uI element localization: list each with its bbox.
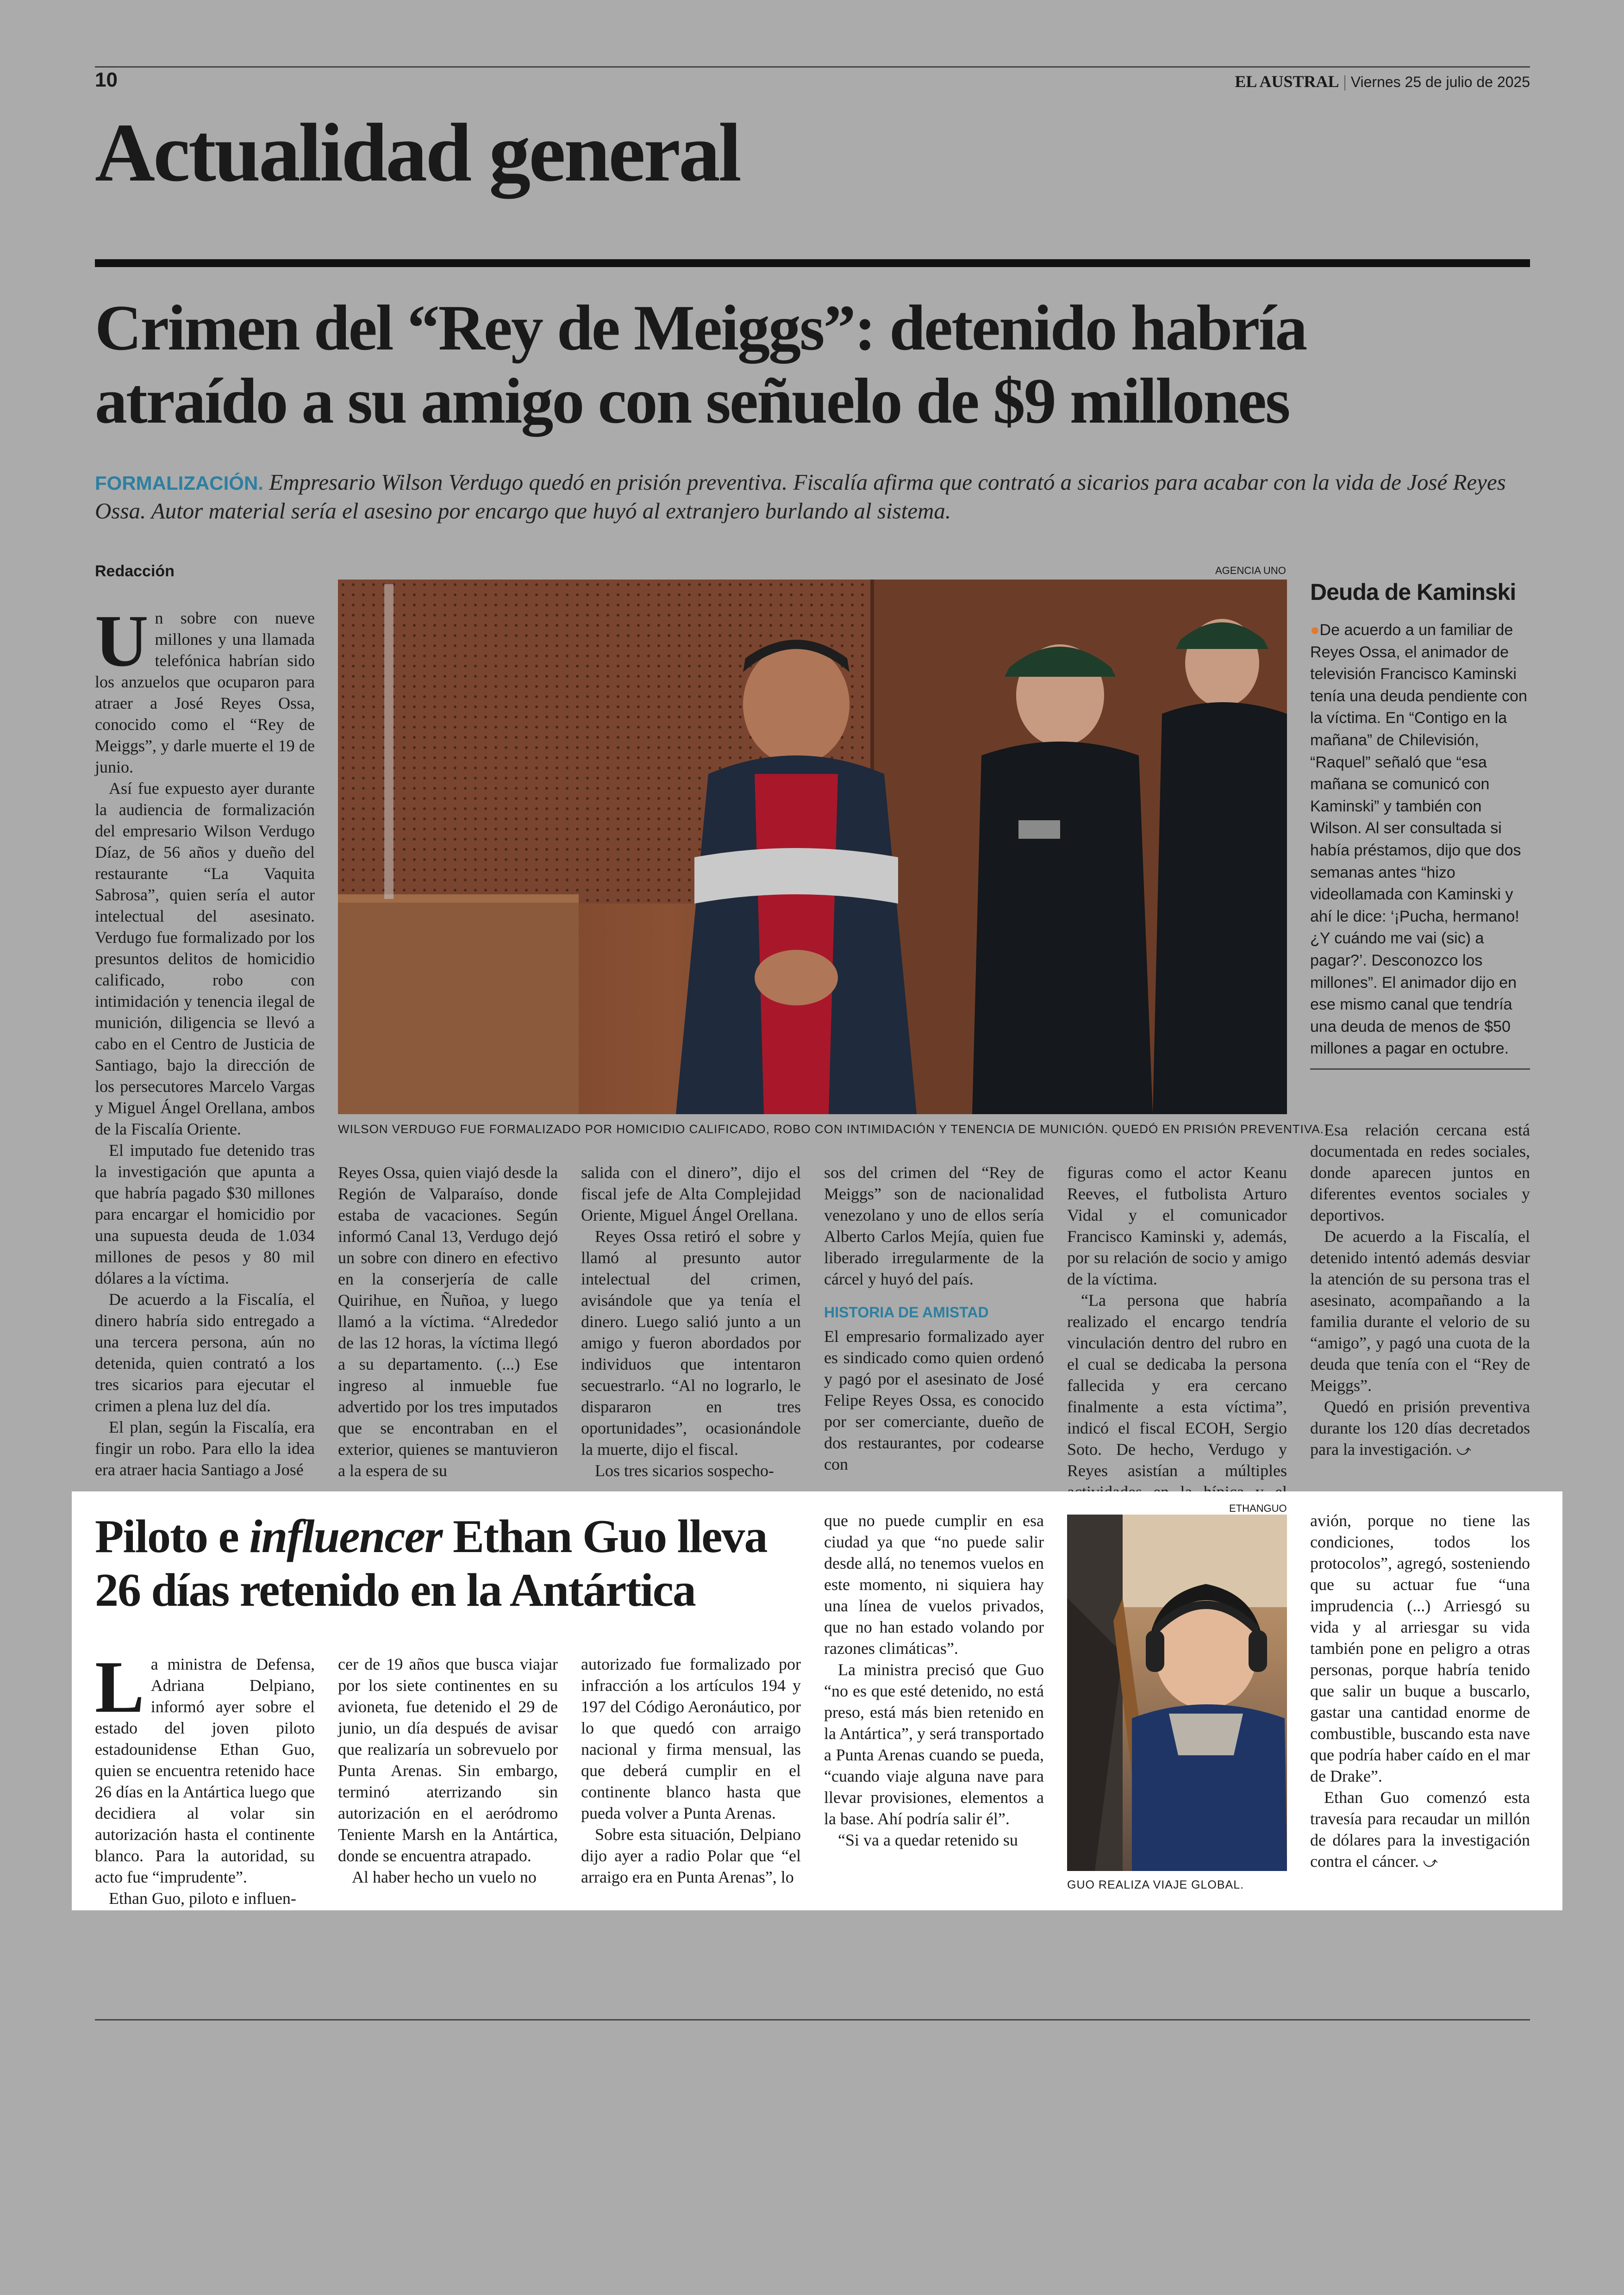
sidebar-title: Deuda de Kaminski — [1310, 579, 1516, 605]
end-mark-icon: ⤻ — [1423, 1854, 1438, 1871]
header-rule — [95, 66, 1530, 68]
drop-cap-l: L — [95, 1646, 144, 1728]
pilot-photo-illustration — [1067, 1515, 1287, 1871]
article1-column-4: sos del crimen del “Rey de Meiggs” son de nacionalidad venezolano y uno de ellos sería Alberto Carlos Mejía, quien fue liberado irregularmente de la cárcel y huyó del país. HISTORIA DE AMISTAD El empresario formalizado ayer es sindicado como quien ordenó y pagó por el asesinato de José Felipe Reyes Ossa, es conocido por ser comerciante, dueño de dos restaurantes, por codearse con — [824, 1163, 1044, 1473]
end-mark-icon: ⤻ — [1456, 1442, 1471, 1459]
photo-credit-2: ETHANGUO — [1229, 1503, 1287, 1514]
article2-photo — [1067, 1515, 1287, 1871]
sidebar-rule — [1310, 1068, 1530, 1070]
article2-column-5: avión, porque no tiene las condiciones, todos los protocolos”, agregó, sosteniendo que su actuar fue “una imprudencia (...) Arriesgó su vida y al arriesgar su vida también pone en peligro a otras personas, porque habría tenido que salir un buque a buscarlo, gastar una cantidad enorme de combustible, buscando esta nave que podría haber caído en el mar de Drake”. Ethan Guo comenzó esta travesía para recaudar un millón de dólares para la investigación contra el cáncer. ⤻ — [1310, 1511, 1530, 1871]
section-rule — [95, 259, 1530, 267]
publication-name: EL AUSTRAL — [1235, 72, 1339, 91]
article1-column-6: Esa relación cercana está documentada en redes sociales, donde aparecen juntos en diferentes eventos sociales y deportivos. De acuerdo a la Fiscalía, el detenido intentó además desviar la atención de su persona tras el asesinato, acompañando a la familia durante el velorio de su “amigo”, y pagó una cuota de la deuda que tenía con el “Rey de Meiggs”. Quedó en prisión preventiva durante los 120 días decretados para la investigación. ⤻ — [1310, 1121, 1530, 1459]
masthead: EL AUSTRAL | Viernes 25 de julio de 2025 — [1235, 72, 1530, 91]
article2-column-4: que no puede cumplir en esa ciudad ya que “no puede salir desde allá, no tenemos vuelos en este momento, ni siquiera hay una línea de vuelos privados, que no han estado volando por razones climáticas”. La ministra precisó que Guo “no es que esté detenido, no está preso, está más bien retenido en la Antártica”, y será transportado a Punta Arenas cuando se pueda, “cuando viaje alguna nave para llevar provisiones, elementos a la base. Ahí podría salir él”. “Si va a quedar retenido su — [824, 1511, 1044, 1849]
article2-column-1: La ministra de Defensa, Adriana Delpiano, informó ayer sobre el estado del joven piloto estadounidense Ethan Guo, quien se encuentra retenido hace 26 días en la Antártica luego que decidiera al volar sin autorización hasta el continente blanco. Para la autoridad, su acto fue “imprudente”. Ethan Guo, piloto e influen- — [95, 1646, 315, 1908]
article1-photo — [338, 580, 1287, 1114]
sidebar-text: De acuerdo a un familiar de Reyes Ossa, el animador de televisión Francisco Kaminski tenía una deuda pendiente con la víctima. En “Contigo en la mañana” de Chilevisión, “Raquel” señaló que “esa mañana se comunicó con Kaminski” y también con Wilson. Al ser consultada si había préstamos, dijo que dos semanas antes “hizo videollamada con Kaminski y ahí le dice: ‘¡Pucha, hermano! ¿Y cuándo me vai (sic) a pagar?’. Desconozco los millones”. El animador dijo en ese mismo canal que tendría una deuda de menos de $50 millones a pagar en octubre. — [1310, 621, 1527, 1058]
article1-column-2: Reyes Ossa, quien viajó desde la Región de Valparaíso, donde estaba de vacaciones. Según informó Canal 13, Verdugo dejó un sobre con dinero en efectivo en la conserjería de calle Quirihue, en Ñuñoa, y luego llamó a la víctima. “Alrededor de las 12 horas, la víctima llegó a su departamento. (...) Ese ingreso al inmueble fue advertido por los tres imputados que se encontraban en el exterior, quienes se mantuvieron a la espera de su — [338, 1163, 558, 1480]
publication-date: Viernes 25 de julio de 2025 — [1350, 74, 1530, 90]
article1-byline: Redacción — [95, 562, 175, 580]
article2-column-3: autorizado fue formalizado por infracción a los artículos 194 y 197 del Código Aeronáutico, por lo que quedó con arraigo nacional y firma mensual, las que deberá cumplir en el continente blanco hasta que pueda volver a Punta Arenas. Sobre esta situación, Delpiano dijo ayer a radio Polar que “el arraigo era en Punta Arenas”, lo — [581, 1655, 801, 1886]
subhead-historia: HISTORIA DE AMISTAD — [824, 1304, 989, 1321]
bullet-icon: ● — [1310, 621, 1320, 639]
article1-photo-caption: WILSON VERDUGO FUE FORMALIZADO POR HOMICIDIO CALIFICADO, ROBO CON INTIMIDACIÓN Y TENENCIA DE MUNICIÓN. QUEDÓ EN PRISIÓN PREVENTIVA. — [338, 1122, 1324, 1136]
article1-column-3: salida con el dinero”, dijo el fiscal jefe de Alta Complejidad Oriente, Miguel Ángel Orellana. Reyes Ossa retiró el sobre y llamó al presunto autor intelectual del crimen, avisándole que ya tenía el dinero. Luego salió junto a un amigo y fueron abordados por individuos que intentaron secuestrarlo. “Al no lograrlo, le dispararon en tres oportunidades”, ocasionándole la muerte, dijo el fiscal. Los tres sicarios sospecho- — [581, 1163, 801, 1480]
drop-cap: U — [95, 599, 149, 682]
article2-headline: Piloto e influencer Ethan Guo lleva 26 días retenido en la Antártica — [95, 1510, 767, 1616]
article1-column-5: figuras como el actor Keanu Reeves, el futbolista Arturo Vidal y el comunicador Francisco Kaminski y, además, por su relación de socio y amigo de la víctima. “La persona que habría realizado el encargo tendría vinculación dentro del rubro en el cual se dedicaba la persona fallecida y era cercano finalmente a esta víctima”, indicó el fiscal ECOH, Sergio Soto. De hecho, Verdugo y Reyes asistían a múltiples — [1067, 1163, 1287, 1480]
article1-kicker: FORMALIZACIÓN. — [95, 472, 263, 494]
sidebar-box — [1310, 579, 1530, 1070]
article2-column-2: cer de 19 años que busca viajar por los siete continentes en su avioneta, fue detenido el 29 de junio, un día después de avisar que realizaría un sobrevuelo por Punta Arenas. Sin embargo, terminó aterrizando sin autorización en el aeródromo Teniente Marsh en la Antártica, donde se encuentra atrapado. Al haber hecho un vuelo no — [338, 1655, 558, 1886]
courtroom-photo-illustration — [338, 580, 1287, 1114]
section-title: Actualidad general — [95, 106, 740, 199]
article1-column-1: Un sobre con nueve millones y una llamada telefónica habrían sido los anzuelos que ocuparon para atraer a José Reyes Ossa, conocido como el “Rey de Meiggs”, y darle muerte el 19 de junio. Así fue expuesto ayer durante la audiencia de formalización del empresario Wilson Verdugo Díaz, de 56 años y dueño del restaurante “La Vaquita Sabrosa”, quien sería el autor intelectual del asesinato. Verdugo fue formalizado por los presuntos delitos de homicidio calificado, robo con intimidación y tenencia ilegal de munición, diligencia se llevó a cabo en el Centro de Justicia de Santiago, bajo la dirección de los persecutores Marcelo Vargas y Miguel Ángel Orellana, ambos de la Fiscalía Oriente. El imputado fue detenido tras la investigación que apunta a que habría pagado $30 millones para encargar el homicidio por una supuesta deuda de 1.034 millones de pesos y 80 mil dólares a la víctima. De acuerdo a la Fiscalía, el dinero habría sido entregado a una tercera persona, aún no detenida, quien contrató a los tres sicarios para ejecutar el crimen a plena luz del día. El plan, según la Fiscalía, era fingir un robo. Para ello la idea era atraer hacia Santiago a José — [95, 599, 315, 1479]
page-number: 10 — [95, 69, 118, 91]
article2-photo-caption: GUO REALIZA VIAJE GLOBAL. — [1067, 1878, 1244, 1891]
article1-headline: Crimen del “Rey de Meiggs”: detenido habría atraído a su amigo con señuelo de $9 millones — [95, 292, 1306, 437]
article1-deck: FORMALIZACIÓN. Empresario Wilson Verdugo quedó en prisión preventiva. Fiscalía afirma que contrató a sicarios para acabar con la vida de José Reyes Ossa. Autor material sería el asesino por encargo que huyó al extranjero burlando al sistema. — [95, 469, 1506, 524]
footer-rule — [95, 2019, 1530, 2021]
photo-credit: AGENCIA UNO — [1215, 565, 1286, 576]
